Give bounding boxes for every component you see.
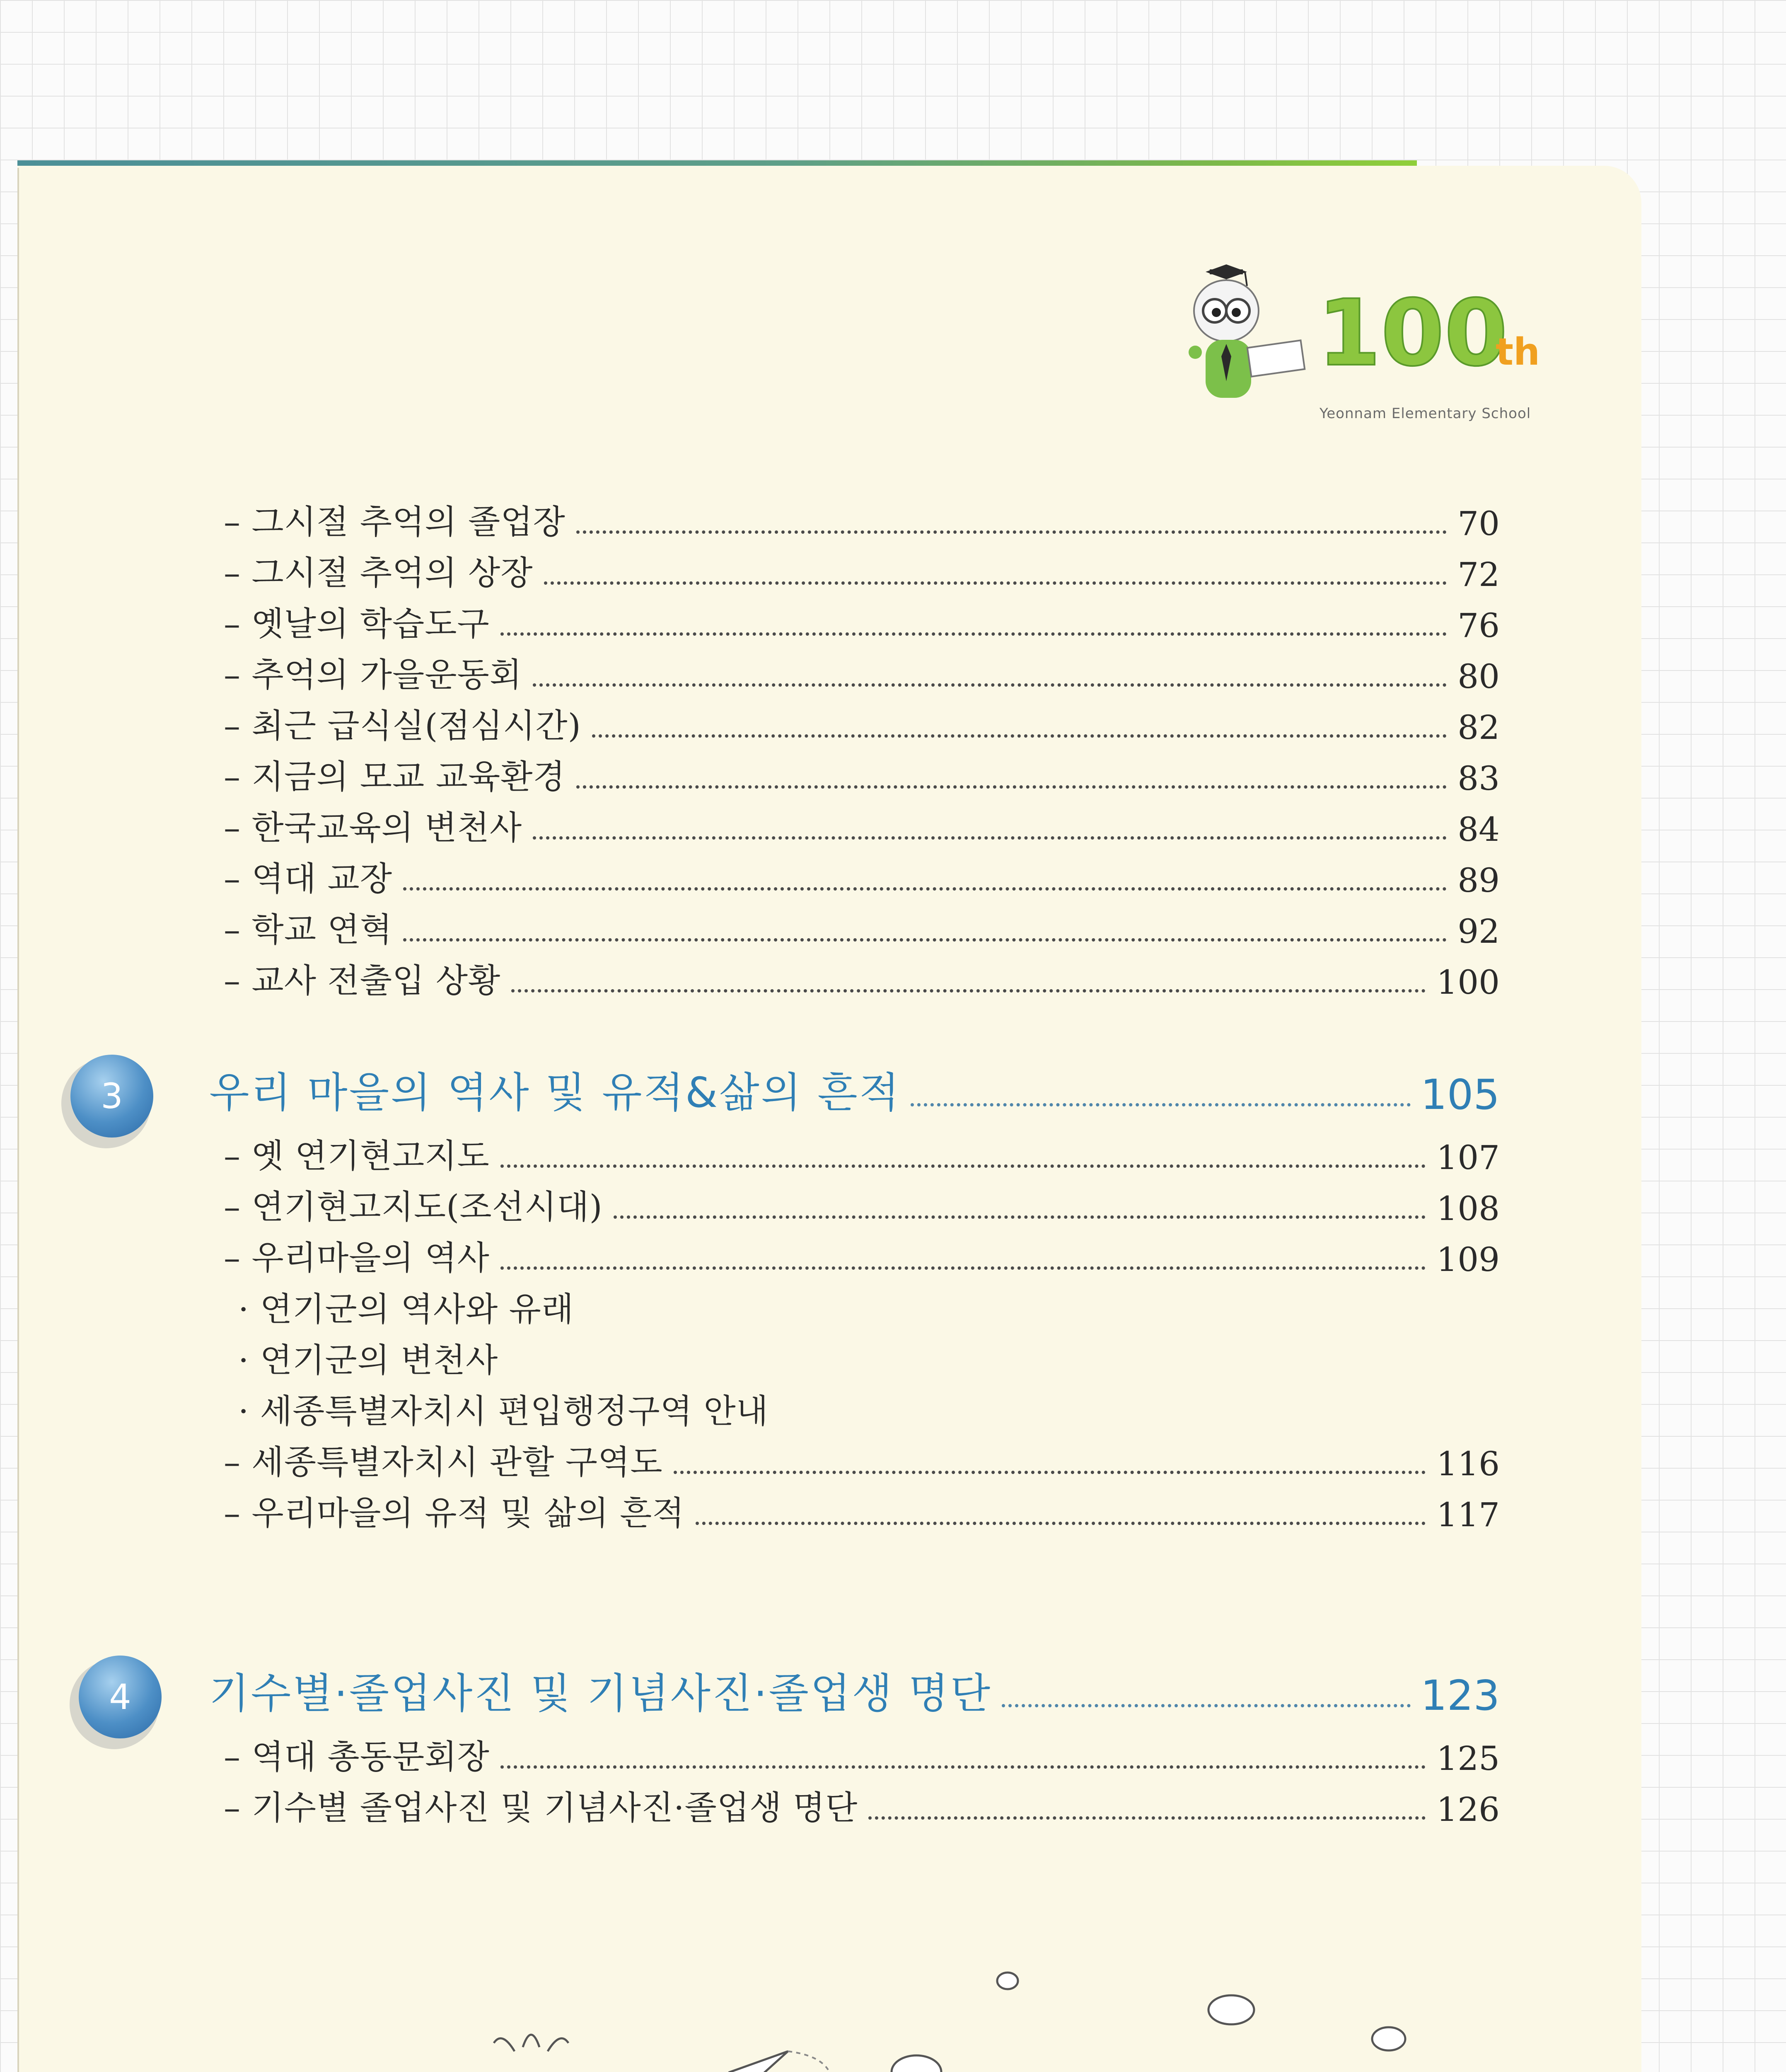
entry-title: – 한국교육의 변천사 xyxy=(224,808,522,847)
toc-subentry[interactable] xyxy=(238,1285,1514,1330)
entry-title: – 역대 교장 xyxy=(224,859,392,898)
dot-leader xyxy=(403,938,1447,942)
entry-page: 83 xyxy=(1457,759,1500,798)
globe-icon xyxy=(419,2035,643,2072)
entry-page: 116 xyxy=(1436,1445,1500,1483)
dot-leader xyxy=(868,1816,1426,1820)
entry-page: 72 xyxy=(1457,555,1500,594)
entry-page: 125 xyxy=(1436,1739,1500,1778)
entry-title: – 추억의 가을운동회 xyxy=(224,656,522,694)
toc-entry[interactable] xyxy=(224,1438,1500,1483)
entry-title: – 역대 총동문회장 xyxy=(224,1738,490,1776)
section-page: 123 xyxy=(1421,1671,1500,1720)
toc-subentry[interactable] xyxy=(238,1336,1514,1381)
dot-leader xyxy=(576,785,1447,789)
dot-leader xyxy=(674,1471,1426,1474)
section-title: 우리 마을의 역사 및 유적&삶의 흔적 xyxy=(209,1068,901,1117)
entry-title: · 연기군의 변천사 xyxy=(238,1341,498,1380)
entry-title: – 옛날의 학습도구 xyxy=(224,605,490,643)
dot-leader xyxy=(403,887,1447,891)
entry-title: – 지금의 모교 교육환경 xyxy=(224,758,566,796)
dot-leader xyxy=(1002,1704,1411,1707)
bottom-illustration xyxy=(17,1948,1641,2072)
toc-entry[interactable] xyxy=(224,956,1500,1002)
section-heading[interactable] xyxy=(209,1662,1500,1720)
dot-leader xyxy=(500,1266,1426,1270)
toc-entry[interactable] xyxy=(224,854,1500,900)
logo-th-text: th xyxy=(1496,330,1540,374)
page-edge xyxy=(17,168,19,2072)
entry-page: 70 xyxy=(1457,504,1500,543)
dot-leader xyxy=(500,1164,1426,1168)
toc-entry[interactable] xyxy=(224,752,1500,798)
entry-title: – 우리마을의 유적 및 삶의 흔적 xyxy=(224,1494,685,1532)
entry-title: – 그시절 추억의 상장 xyxy=(224,554,533,592)
entry-title: – 최근 급식실(점심시간) xyxy=(224,707,581,745)
entry-page: 100 xyxy=(1436,963,1500,1002)
entry-title: – 그시절 추억의 졸업장 xyxy=(224,503,566,541)
dot-leader xyxy=(696,1522,1426,1525)
dot-leader xyxy=(533,836,1447,840)
entry-title: · 연기군의 역사와 유래 xyxy=(238,1290,574,1329)
entry-title: – 연기현고지도(조선시대) xyxy=(224,1188,603,1226)
entry-page: 117 xyxy=(1436,1496,1500,1534)
toc-subentry[interactable] xyxy=(238,1387,1514,1432)
entry-page: 76 xyxy=(1457,606,1500,645)
toc-entry[interactable] xyxy=(224,1783,1500,1829)
toc-entry[interactable] xyxy=(224,701,1500,747)
toc-entry[interactable] xyxy=(224,1489,1500,1534)
dot-leader xyxy=(533,683,1447,687)
toc-entry[interactable] xyxy=(224,497,1500,543)
entry-title: · 세종특별자치시 편입행정구역 안내 xyxy=(238,1392,769,1431)
section-title: 기수별·졸업사진 및 기념사진·졸업생 명단 xyxy=(209,1669,992,1718)
entry-title: – 기수별 졸업사진 및 기념사진·졸업생 명단 xyxy=(224,1789,858,1827)
owl-mascot-icon xyxy=(1189,264,1305,398)
entry-page: 92 xyxy=(1457,912,1500,951)
section-page: 105 xyxy=(1421,1070,1500,1119)
dot-leader xyxy=(592,734,1447,738)
entry-page: 109 xyxy=(1436,1240,1500,1279)
toc-entry[interactable] xyxy=(224,548,1500,594)
entry-title: – 우리마을의 역사 xyxy=(224,1239,490,1277)
entry-page: 89 xyxy=(1457,861,1500,900)
entry-page: 108 xyxy=(1436,1189,1500,1228)
entry-title: – 세종특별자치시 관할 구역도 xyxy=(224,1443,663,1481)
dot-leader xyxy=(911,1103,1411,1106)
dot-leader xyxy=(511,989,1426,992)
entry-page: 107 xyxy=(1436,1138,1500,1177)
paper-plane-icon xyxy=(730,2051,829,2072)
dot-leader xyxy=(500,632,1447,636)
dot-leader xyxy=(614,1215,1426,1219)
section-number-badge: 3 xyxy=(70,1055,153,1138)
dot-leader xyxy=(544,581,1447,585)
entry-page: 84 xyxy=(1457,810,1500,849)
dot-leader xyxy=(576,530,1447,534)
toc-entry[interactable] xyxy=(224,1131,1500,1177)
section-heading[interactable] xyxy=(209,1061,1500,1119)
entry-title: – 옛 연기현고지도 xyxy=(224,1137,490,1175)
toc-entry[interactable] xyxy=(224,650,1500,696)
toc-entry[interactable] xyxy=(224,803,1500,849)
toc-entry[interactable] xyxy=(224,1732,1500,1778)
entry-page: 126 xyxy=(1436,1790,1500,1829)
cloud-icon xyxy=(892,1973,1405,2072)
toc-entry[interactable] xyxy=(224,599,1500,645)
entry-page: 80 xyxy=(1457,657,1500,696)
logo-100-text: 100 xyxy=(1317,280,1508,386)
toc-entry[interactable] xyxy=(224,1182,1500,1228)
logo-subtitle: Yeonnam Elementary School xyxy=(1320,405,1531,422)
entry-title: – 학교 연혁 xyxy=(224,910,392,949)
toc-entry[interactable] xyxy=(224,905,1500,951)
dot-leader xyxy=(500,1765,1426,1769)
entry-page: 82 xyxy=(1457,708,1500,747)
section-number-badge: 4 xyxy=(79,1656,162,1738)
entry-title: – 교사 전출입 상황 xyxy=(224,961,501,1000)
toc-entry[interactable] xyxy=(224,1233,1500,1279)
